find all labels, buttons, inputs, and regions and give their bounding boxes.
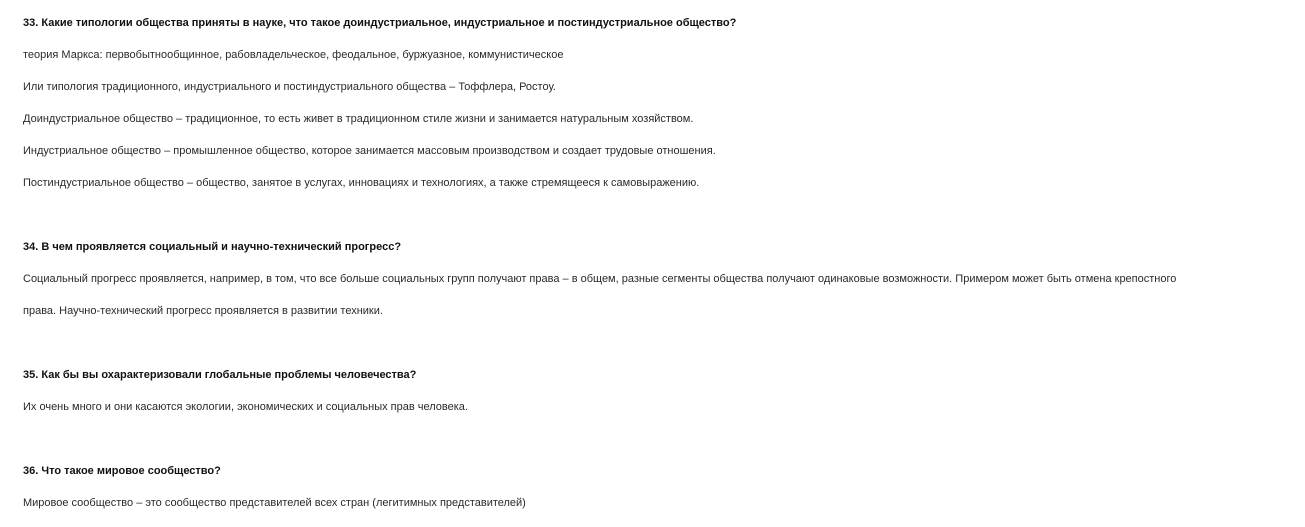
question-heading-34: 34. В чем проявляется социальный и научно-технический прогресс? <box>23 241 402 253</box>
answer-paragraph: Доиндустриальное общество – традиционное, то есть живет в традиционном стиле жизни и занимается натуральным хозяйством. <box>23 113 694 125</box>
question-heading-36: 36. Что такое мировое сообщество? <box>23 465 221 477</box>
answer-paragraph: Их очень много и они касаются экологии, экономических и социальных прав человека. <box>23 401 468 413</box>
answer-paragraph: теория Маркса: первобытнообщинное, рабовладельческое, феодальное, буржуазное, коммунистическое <box>23 49 564 61</box>
answer-paragraph: Индустриальное общество – промышленное общество, которое занимается массовым производством и создает трудовые отношения. <box>23 145 716 157</box>
answer-paragraph: Или типология традиционного, индустриального и постиндустриального общества – Тоффлера, Ростоу. <box>23 81 556 93</box>
answer-paragraph: Постиндустриальное общество – общество, занятое в услугах, инновациях и технологиях, а также стремящееся к самовыражению. <box>23 177 700 189</box>
question-heading-33: 33. Какие типологии общества приняты в науке, что такое доиндустриальное, индустриальное и постиндустриальное общество? <box>23 17 737 29</box>
answer-paragraph: Мировое сообщество – это сообщество представителей всех стран (легитимных представителей) <box>23 497 526 509</box>
answer-paragraph: Социальный прогресс проявляется, например, в том, что все больше социальных групп получают права – в общем, разные сегменты общества получают одинаковые возможности. Примером может быть отмена крепостного <box>23 273 1177 285</box>
answer-paragraph: права. Научно-технический прогресс проявляется в развитии техники. <box>23 305 383 317</box>
question-heading-35: 35. Как бы вы охарактеризовали глобальные проблемы человечества? <box>23 369 417 381</box>
